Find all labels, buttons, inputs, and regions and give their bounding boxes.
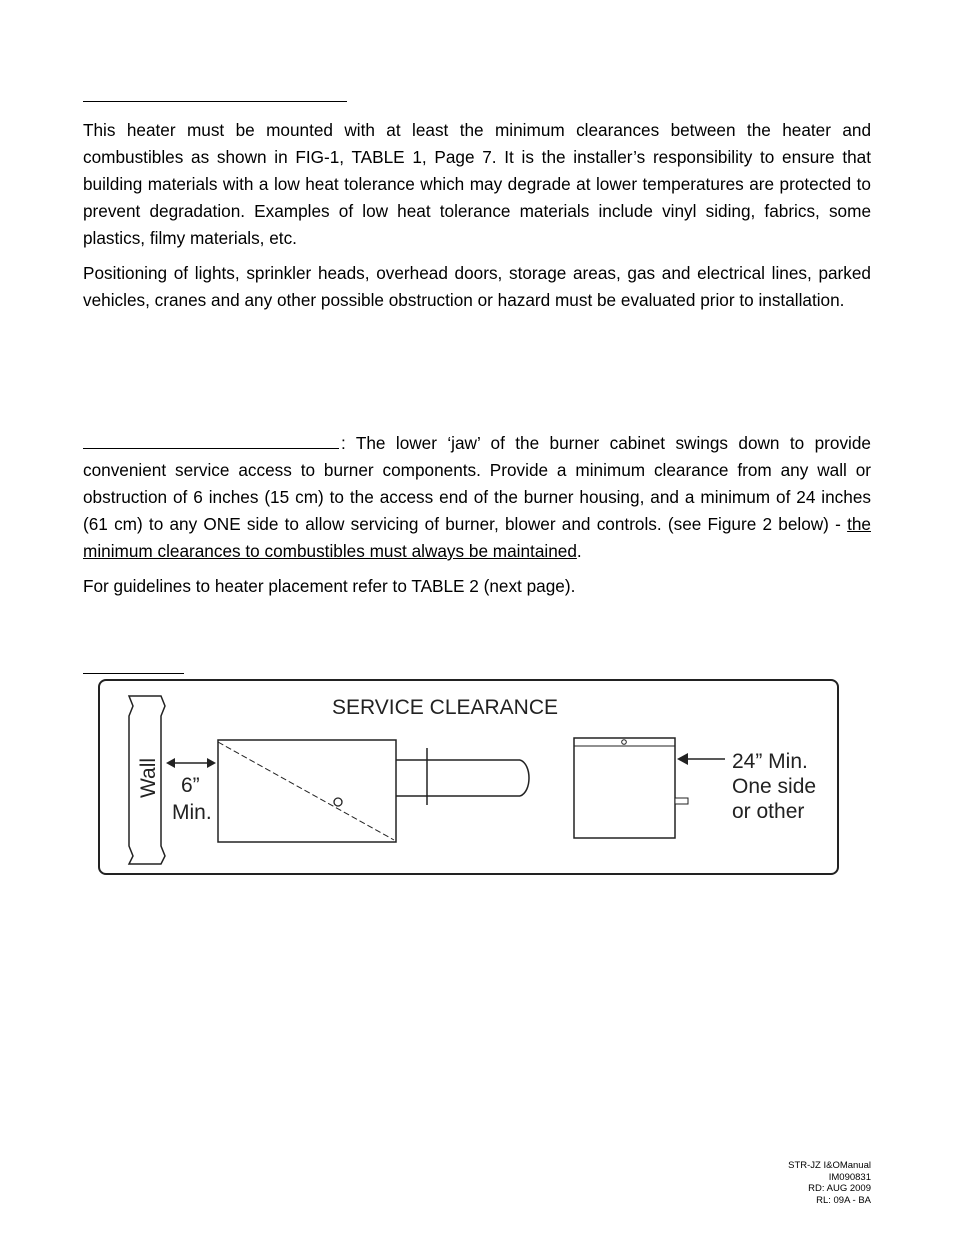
service-clearance-paragraph <box>83 430 871 565</box>
end-clearance-label-1: 6” <box>181 774 200 797</box>
obstruction-text: Positioning of lights, sprinkler heads, overhead doors, storage areas, gas and electrical lines, parked vehicles, cranes and any other possible obstruction or hazard must be evaluated prior to installation. <box>83 263 871 310</box>
footer-line-1: STR-JZ I&OManual <box>788 1160 871 1171</box>
service-clearance-end: . <box>576 541 582 561</box>
placement-paragraph <box>83 573 871 600</box>
side-clearance-label-2: One side <box>732 775 817 798</box>
heading-rule-2 <box>83 430 339 449</box>
end-view-dot <box>622 740 627 745</box>
clearance-paragraph <box>83 117 871 252</box>
side-clearance-label-3: or other <box>732 800 805 823</box>
footer-line-2: IM090831 <box>828 1171 871 1183</box>
service-clearance-text: : The lower ‘jaw’ of the burner cabinet swings down to provide convenient service access to burner components. Provide a minimum clearance from any wall or obstruction of 6 inches (15 cm) to the access end of the burner housing, and a minimum of 24 inches (61 cm) to any ONE side to allow servicing of burner, blower and controls. (see Figure 2 below) - <box>83 433 871 534</box>
side-clearance-label-1: 24” Min. <box>732 750 808 773</box>
wall-label: Wall <box>137 757 160 798</box>
obstruction-paragraph <box>83 260 871 314</box>
figure-caption-rule <box>83 673 184 674</box>
clearance-text: This heater must be mounted with at least the minimum clearances between the heater and combustibles as shown in FIG-1, TABLE 1, Page 7. It is the installer’s responsibility to ensure that building materials with a low heat tolerance which may degrade at lower temperatures are protected to prevent degradation. Examples of low heat tolerance materials include vinyl siding, fabrics, some plastics, filmy materials, etc. <box>83 120 871 248</box>
end-view-stub <box>675 798 688 804</box>
heading-rule-1 <box>83 101 347 102</box>
footer-line-4: RL: 09A - BA <box>816 1194 871 1206</box>
footer-line-3: RD: AUG 2009 <box>808 1183 871 1194</box>
document-footer <box>788 1160 871 1206</box>
burner-end-view <box>574 738 675 838</box>
end-clearance-label-2: Min. <box>172 801 212 824</box>
burner-pivot <box>334 798 342 806</box>
figure-title: SERVICE CLEARANCE <box>332 696 559 719</box>
service-clearance-underlined: the minimum clearances to combustibles must always be maintained <box>83 514 871 561</box>
placement-text: For guidelines to heater placement refer to TABLE 2 (next page). <box>83 576 576 596</box>
service-clearance-figure <box>96 678 842 878</box>
